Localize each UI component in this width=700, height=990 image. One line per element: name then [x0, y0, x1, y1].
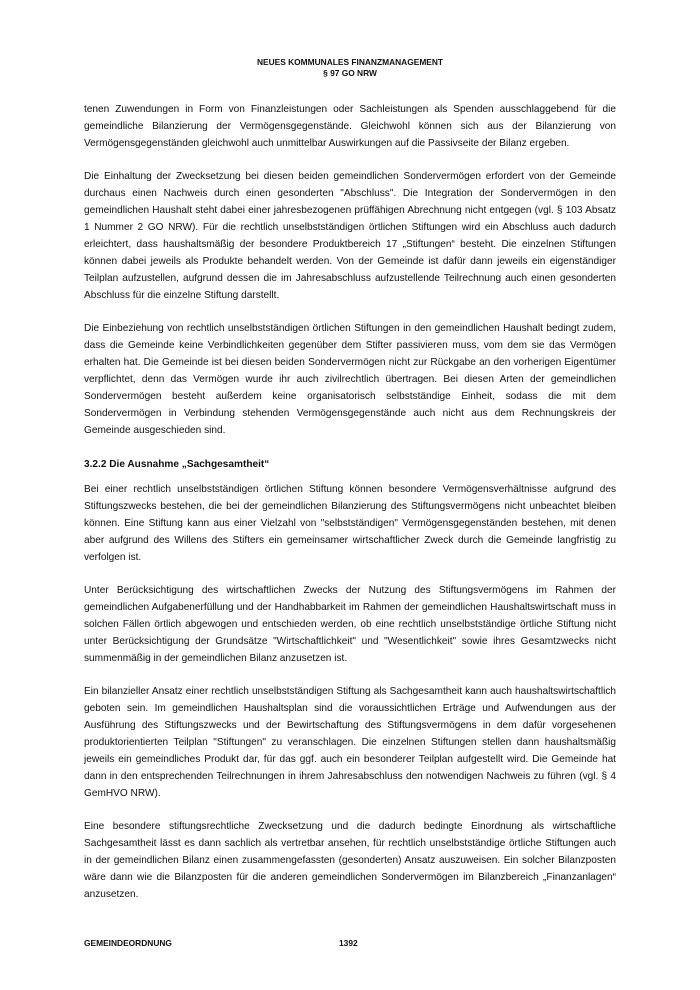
paragraph: Eine besondere stiftungsrechtliche Zwecksetzung und die dadurch bedingte Einordnung als wirtschaftliche Sachgesamtheit lässt es dann sachlich als vertretbar ansehen, für rechtlich unselbstständige örtliche Stiftungen auch in der gemeindlichen Bilanz einen zusammengefassten (gesonderten) Ansatz auszuweisen. Ein solcher Bilanzposten wäre dann wie die Bilanzposten für die anderen gemeindlichen Sondervermögen im Bilanzbereich „Finanzanlagen“ anzusetzen.	[84, 821, 616, 900]
document-body	[84, 101, 616, 919]
footer-label: GEMEINDEORDNUNG	[84, 938, 172, 948]
section-heading: 3.2.2 Die Ausnahme „Sachgesamtheit“	[84, 459, 270, 470]
header-title: NEUES KOMMUNALES FINANZMANAGEMENT	[256, 57, 444, 67]
paragraph: tenen Zuwendungen in Form von Finanzleistungen oder Sachleistungen als Spenden ausschlaggebend für die gemeindliche Bilanzierung der Vermögensgegenstände. Gleichwohl können sich aus der Bilanzierung von Vermögensgegenständen gleichwohl auch unmittelbar Auswirkungen auf die Passivseite der Bilanz ergeben.	[84, 104, 616, 149]
paragraph: Die Einhaltung der Zwecksetzung bei diesen beiden gemeindlichen Sondervermögen erfordert von der Gemeinde durchaus einen Nachweis durch einen gesonderten "Abschluss". Die Integration der Sondervermögen in den gemeindlichen Haushalt steht dabei einer jahresbezogenen prüffähigen Abrechnung nicht entgegen (vgl. § 103 Absatz 1 Nummer 2 GO NRW). Für die rechtlich unselbstständigen örtlichen Stiftungen wird ein Abschluss auch dadurch erleichtert, dass haushaltsmäßig der besondere Produktbereich 17 „Stiftungen“ besteht. Die einzelnen Stiftungen können dabei jeweils als Produkte behandelt werden. Von der Gemeinde ist dafür dann jeweils ein eigenständiger Teilplan aufzustellen, aufgrund dessen die im Jahresabschluss aufzustellende Teilrechnung auch einen gesonderten Abschluss für die einzelne Stiftung darstellt.	[84, 171, 616, 301]
paragraph: Unter Berücksichtigung des wirtschaftlichen Zwecks der Nutzung des Stiftungsvermögens im Rahmen der gemeindlichen Aufgabenerfüllung und der Handhabbarkeit im Rahmen der gemeindlichen Haushaltswirtschaft muss in solchen Fällen örtlich abgewogen und entschieden werden, ob eine rechtlich unselbstständige örtliche Stiftung nicht unter Berücksichtigung der Grundsätze "Wirtschaftlichkeit" und "Wesentlichkeit" sowie ihres Gesamtzwecks nicht summenmäßig in der gemeindlichen Bilanz anzusetzen ist.	[84, 585, 616, 664]
paragraph: Ein bilanzieller Ansatz einer rechtlich unselbstständigen Stiftung als Sachgesamtheit kann auch haushaltswirtschaftlich geboten sein. Im gemeindlichen Haushaltsplan sind die voraussichtlichen Erträge und Aufwendungen aus der Ausführung des Stiftungszwecks und der Bewirtschaftung des Stiftungsvermögens in dem dafür vorgesehenen produktorientierten Teilplan "Stiftungen" zu veranschlagen. Die einzelnen Stiftungen stellen dann haushaltsmäßig jeweils ein gemeindliches Produkt dar, für das ggf. auch ein besonderer Teilplan aufgestellt wird. Die Gemeinde hat dann in den entsprechenden Teilrechnungen in ihrem Jahresabschluss den notwendigen Nachweis zu führen (vgl. § 4 GemHVO NRW).	[84, 686, 616, 799]
page-header	[0, 57, 700, 79]
page-number: 1392	[339, 938, 358, 948]
paragraph: Die Einbeziehung von rechtlich unselbstständigen örtlichen Stiftungen in den gemeindlichen Haushalt bedingt zudem, dass die Gemeinde keine Verbindlichkeiten gegenüber dem Stifter passivieren muss, vom dem sie das Vermögen erhalten hat. Die Gemeinde ist bei diesen beiden Sondervermögen nicht zur Rückgabe an den vorherigen Eigentümer verpflichtet, denn das Vermögen wurde ihr auch zivilrechtlich übertragen. Bei diesen Arten der gemeindlichen Sondervermögen besteht außerdem keine organisatorisch selbstständige Einheit, sodass die mit dem Sondervermögen in Verbindung stehenden Vermögensgegenstände auch nicht aus dem Rechnungskreis der Gemeinde ausgeschieden sind.	[84, 323, 616, 436]
paragraph: Bei einer rechtlich unselbstständigen örtlichen Stiftung können besondere Vermögensverhältnisse aufgrund des Stiftungszwecks bestehen, die bei der gemeindlichen Bilanzierung des Stiftungsvermögens nicht unbeachtet bleiben können. Eine Stiftung kann aus einer Vielzahl von "selbstständigen" Vermögensgegenständen bestehen, mit denen aber aufgrund des Willens des Stifters ein gemeinsamer wirtschaftlicher Zweck durch die Gemeinde langfristig zu verfolgen ist.	[84, 484, 616, 563]
header-section: § 97 GO NRW	[323, 68, 377, 78]
